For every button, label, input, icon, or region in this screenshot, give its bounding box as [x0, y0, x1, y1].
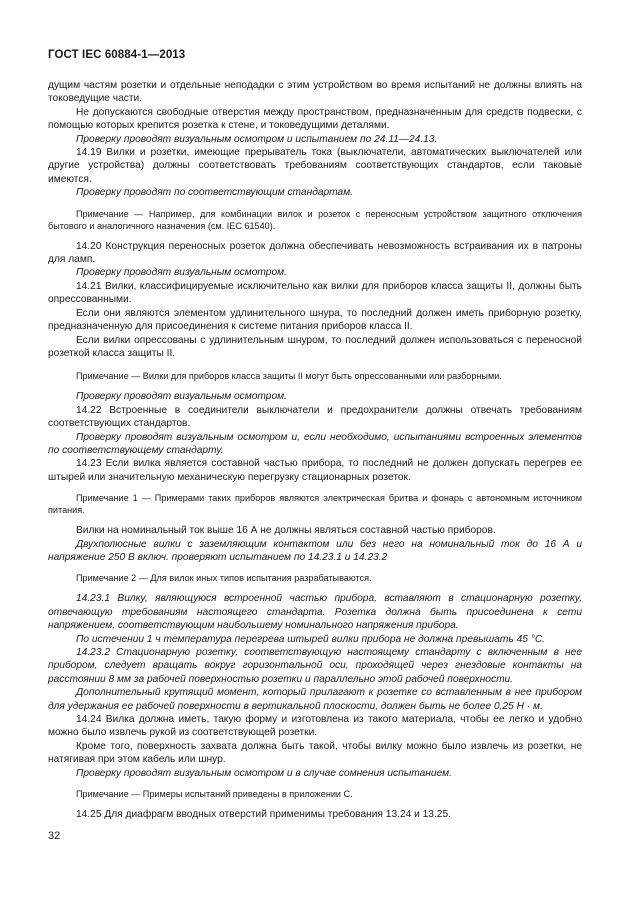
- note: Примечание — Например, для комбинации вилок и розеток с переносным устройством защитного отключения бытового и аналогичного назначения (см. IEC 61540).: [48, 208, 582, 231]
- page-number: 32: [48, 830, 61, 842]
- clause-14-25: 14.25 Для диафрагм вводных отверстий применимы требования 13.24 и 13.25.: [76, 809, 451, 821]
- clause-14-22: 14.22 Встроенные в соединители выключатели и предохранители должны отвечать требованиям соответствующих стандартов.: [48, 404, 582, 430]
- verification-text: Проверку проводят по соответствующим стандартам.: [76, 187, 354, 199]
- clause-14-20: 14.20 Конструкция переносных розеток должна обеспечивать невозможность встраивания их в патроны для ламп.: [48, 240, 582, 266]
- verification-text: Проверку проводят визуальным осмотром и, если необходимо, испытаниями встроенных элементов по соответствующему стандарту.: [48, 431, 582, 456]
- paragraph: Если они являются элементом удлинительного шнура, то последний должен иметь приборную розетку, предназначенную для присоединения к системе питания приборов класса II.: [48, 307, 582, 333]
- clause-14-23-1: 14.23.1 Вилку, являющуюся встроенной частью прибора, вставляют в стационарную розетку, отвечающую требованиям настоящего стандарта. Розетка должна быть присоединена к сети напряжением, соответствующим наибольшему номинального напряжения прибора.: [48, 593, 582, 632]
- paragraph: Двухполюсные вилки с заземляющим контактом или без него на номинальный ток до 16 А и напряжение 250 В включ. проверяют испытанием по 14.23.1 и 14.23.2: [48, 538, 582, 563]
- verification-text: Проверку проводят визуальным осмотром и испытанием по 24.11—24.13.: [76, 133, 438, 145]
- clause-14-21: 14.21 Вилки, классифицируемые исключительно как вилки для приборов класса защиты II, должны быть опрессованными.: [48, 280, 582, 306]
- verification-text: Проверку проводят визуальным осмотром.: [76, 391, 287, 403]
- paragraph: Кроме того, поверхность захвата должна быть такой, чтобы вилку можно было извлечь из розетки, не натягивая при этом кабель или шнур.: [48, 740, 582, 766]
- paragraph: Дополнительный крутящий момент, который прилагают к розетке со вставленным в нее прибором для удержания ее рабочей поверхности в вертикальной плоскости, должен быть не более 0,25 Н · м.: [48, 687, 582, 712]
- paragraph: По истечении 1 ч температура перегрева штырей вилки прибора не должна превышать 45 °С.: [76, 633, 546, 645]
- paragraph: дущим частям розетки и отдельные неподадки с этим устройством во время испытаний не должны влиять на токоведущие части.: [48, 80, 582, 105]
- standard-header: ГОСТ IEC 60884-1—2013: [48, 49, 186, 61]
- note: Примечание — Вилки для приборов класса защиты II могут быть опрессованными или разборными.: [76, 371, 502, 382]
- paragraph: Вилки на номинальный ток выше 16 А не должны являться составной частью приборов.: [76, 525, 496, 537]
- note: Примечание 2 — Для вилок иных типов испытания разрабатываются.: [76, 573, 372, 584]
- clause-14-19: 14.19 Вилки и розетки, имеющие прерыватель тока (выключатели, автоматических выключателей или другие устройства) должны соответствовать требованиям соответствующих стандартов, если таковые имеются.: [48, 147, 582, 185]
- note: Примечание 1 — Примерами таких приборов являются электрическая бритва и фонарь с автономным источником питания.: [48, 493, 582, 516]
- clause-14-23-2: 14.23.2 Стационарную розетку, соответствующую настоящему стандарту с включенным в нее прибором, следует вращать вокруг горизонтальной оси, проходящей через гнездовые контакты на расстоянии 8 мм за рабочей поверхностью розетки и параллельно этой рабочей поверхности.: [48, 647, 582, 685]
- note: Примечание — Примеры испытаний приведены в приложении С.: [76, 789, 353, 800]
- document-body: [48, 79, 582, 821]
- verification-text: Проверку проводят визуальным осмотром.: [76, 267, 287, 279]
- clause-14-24: 14.24 Вилка должна иметь, такую форму и изготовлена из такого материала, чтобы ее легко и удобно можно было извлечь рукой из соответствующей розетки.: [48, 714, 582, 739]
- verification-text: Проверку проводят визуальным осмотром и в случае сомнения испытанием.: [76, 767, 452, 779]
- paragraph: Не допускаются свободные отверстия между пространством, предназначенным для средств подвески, с помощью которых крепится розетка к стене, и токоведущими деталями.: [48, 106, 582, 132]
- paragraph: Если вилки опрессованы с удлинительным шнуром, то последний должен использоваться с переносной розеткой класса защиты II.: [48, 334, 582, 359]
- clause-14-23: 14.23 Если вилка является составной частью прибора, то последний не должен допускать перегрев ее штырей или значительную механическую перегрузку стационарных розеток.: [48, 458, 582, 483]
